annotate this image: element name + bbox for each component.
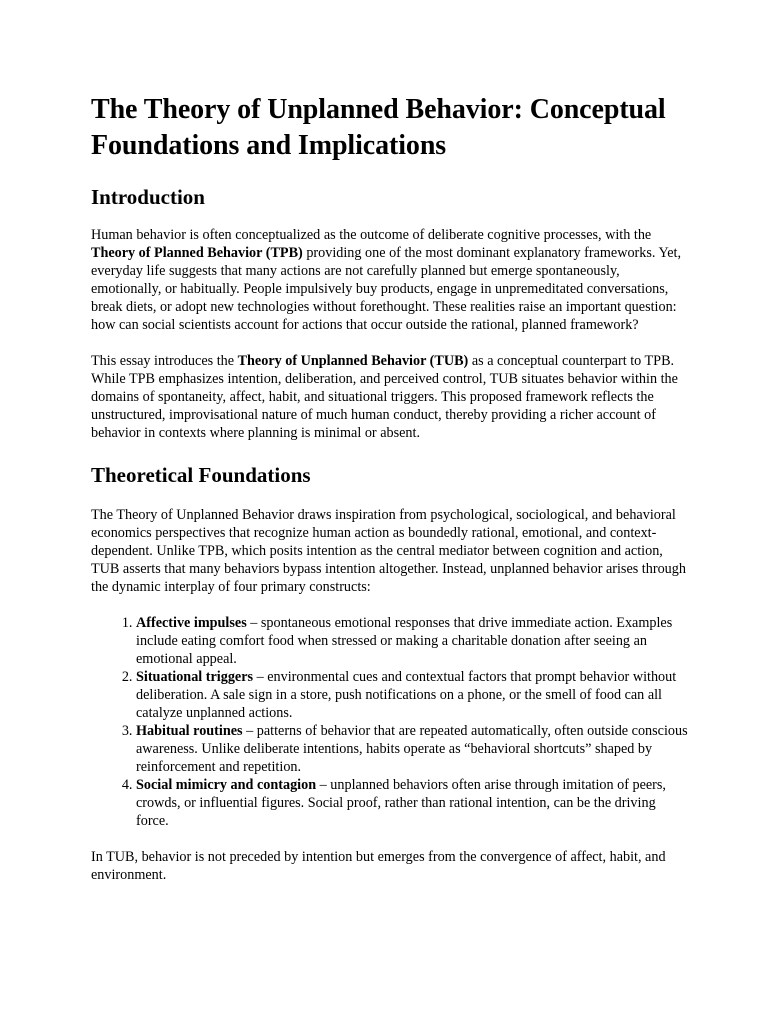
list-item [136,722,689,776]
introduction-paragraph-1 [91,226,689,334]
construct-description: – patterns of behavior that are repeated automatically, often outside conscious awareness. Unlike deliberate intentions, habits operate as “behavioral shortcuts” shaped by reinforcement and repetition. [136,723,688,775]
document-title: The Theory of Unplanned Behavior: Conceptual Foundations and Implications [91,94,666,161]
tpb-term: Theory of Planned Behavior (TPB) [91,245,303,261]
foundations-heading: Theoretical Foundations [91,463,311,487]
construct-term: Habitual routines [136,723,243,739]
paragraph-text: as a conceptual counterpart to TPB. While TPB emphasizes intention, deliberation, and perceived control, TUB situates behavior within the domains of spontaneity, affect, habit, and situational triggers. This proposed framework reflects the unstructured, improvisational nature of much human conduct, thereby providing a richer account of behavior in contexts where planning is minimal or absent. [91,353,678,441]
list-item [136,668,689,722]
construct-description: – environmental cues and contextual factors that prompt behavior without deliberation. A sale sign in a store, push notifications on a phone, or the smell of food can all catalyze unplanned actions. [136,669,677,721]
list-item [136,776,689,830]
foundations-paragraph-1: The Theory of Unplanned Behavior draws inspiration from psychological, sociological, and behavioral economics perspectives that recognize human action as boundedly rational, emotional, and context-dependent. Unlike TPB, which posits intention as the central mediator between cognition and action, TUB asserts that many behaviors bypass intention altogether. Instead, unplanned behavior arises through the dynamic interplay of four primary constructs: [91,507,686,595]
foundations-paragraph-2: In TUB, behavior is not preceded by intention but emerges from the convergence of affect, habit, and environment. [91,849,666,883]
introduction-paragraph-2 [91,352,689,442]
constructs-list [91,614,689,830]
paragraph-text: providing one of the most dominant explanatory frameworks. Yet, everyday life suggests that many actions are not carefully planned but emerge spontaneously, emotionally, or habitually. People impulsively buy products, engage in unpremeditated conversations, break diets, or adopt new technologies without forethought. These realities raise an important question: how can social scientists account for actions that occur outside the rational, planned framework? [91,245,682,333]
construct-term: Social mimicry and contagion [136,777,317,793]
tub-term: Theory of Unplanned Behavior (TUB) [237,353,469,369]
introduction-heading: Introduction [91,185,205,209]
construct-description: – spontaneous emotional responses that drive immediate action. Examples include eating comfort food when stressed or making a charitable donation after seeing an emotional appeal. [136,615,673,667]
construct-term: Situational triggers [136,669,254,685]
paragraph-text: Human behavior is often conceptualized as the outcome of deliberate cognitive processes, with the [91,227,652,243]
document-page [91,92,689,884]
construct-description: – unplanned behaviors often arise through imitation of peers, crowds, or influential figures. Social proof, rather than rational intention, can be the driving force. [136,777,666,829]
paragraph-text: This essay introduces the [91,353,238,369]
list-item [136,614,689,668]
construct-term: Affective impulses [136,615,247,631]
